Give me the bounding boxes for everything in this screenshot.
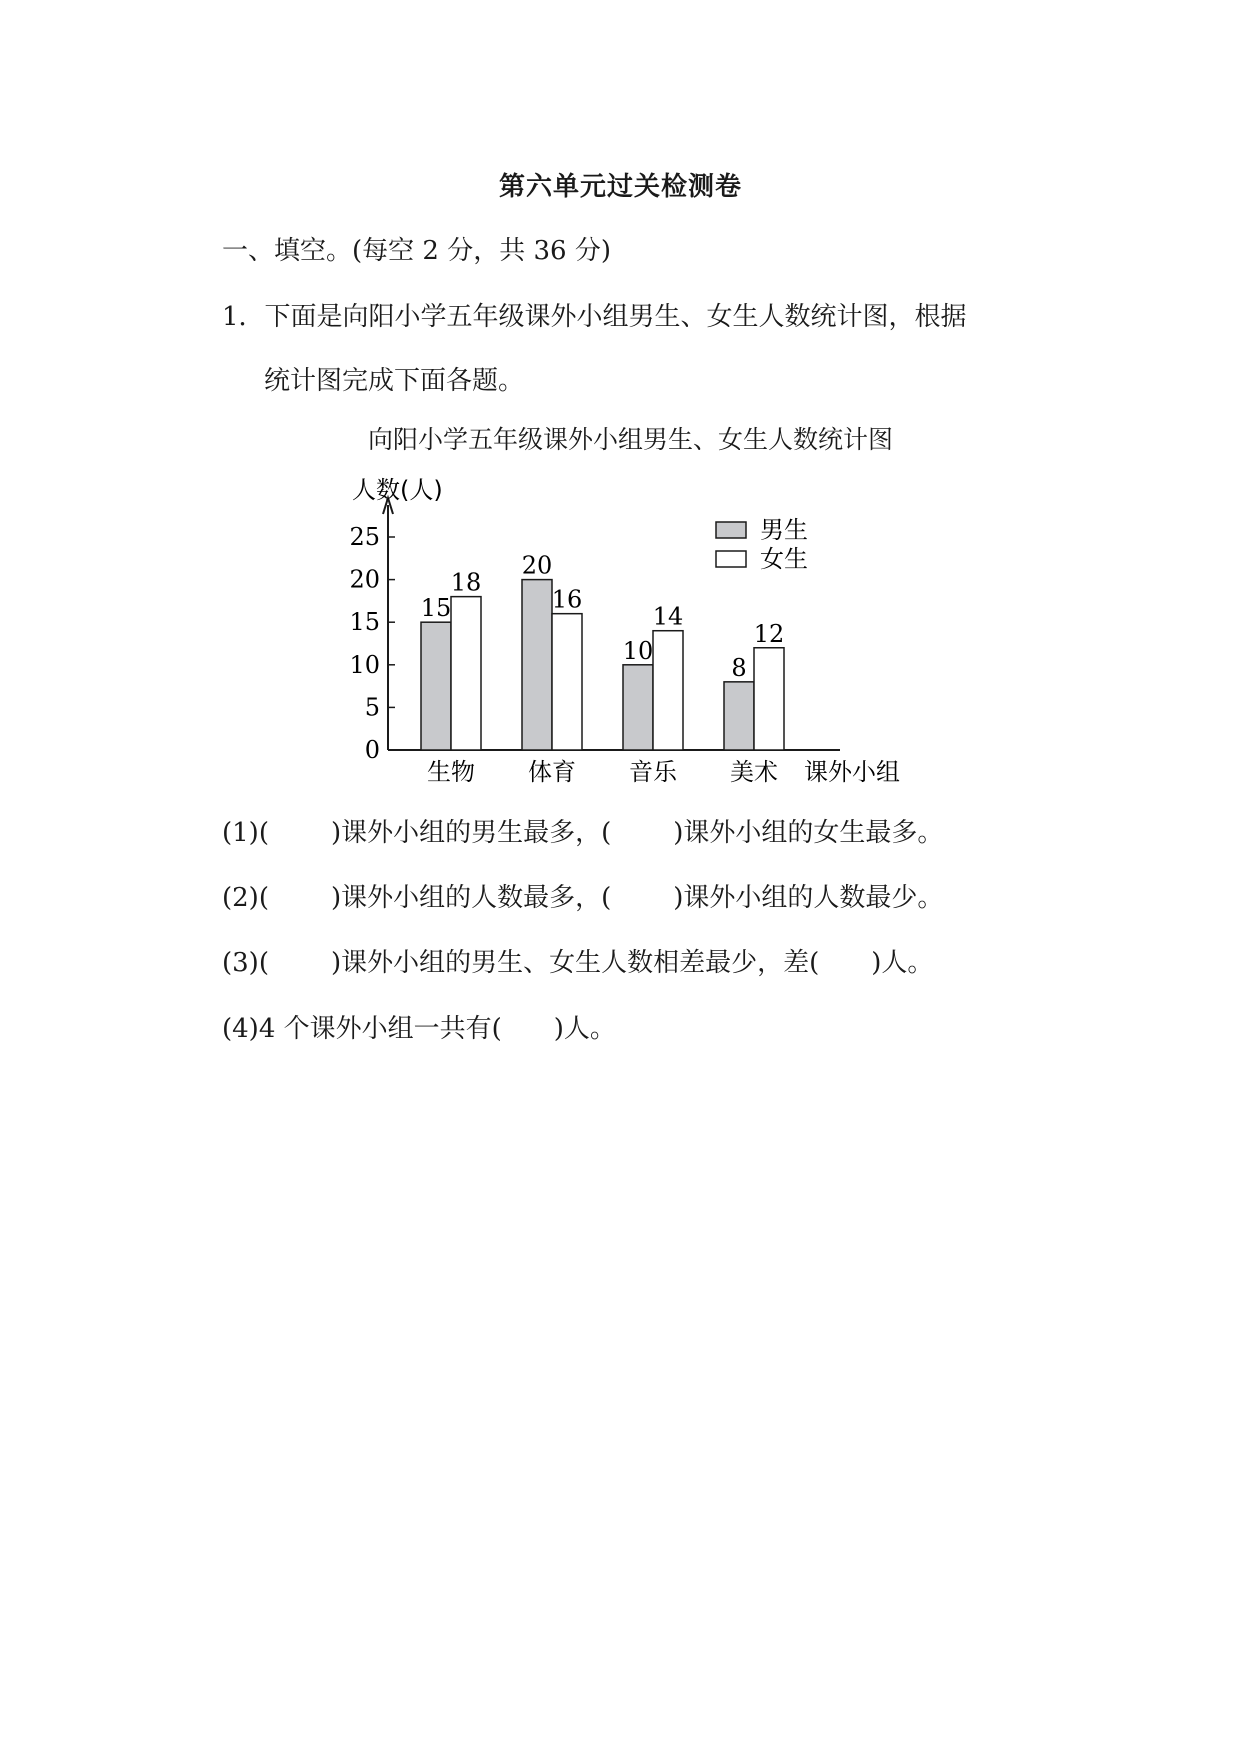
data-label-boys: 8 [731,653,747,682]
legend [716,516,808,573]
y-tick-label: 15 [349,608,380,637]
q3-part-c: )人。 [871,948,934,978]
x-axis-label: 课外小组 [804,758,900,786]
page-title: 第六单元过关检测卷 [498,172,742,202]
data-label-girls: 12 [753,619,785,648]
legend-swatch-girls [716,551,746,567]
q1-part-b: )课外小组的男生最多，( [330,818,612,848]
bar-girls [552,614,582,750]
bar-girls [451,597,481,750]
legend-label-girls: 女生 [760,545,808,573]
y-tick-label: 0 [364,736,380,764]
x-tick-label: 美术 [730,758,778,786]
q4-part-b: )人。 [553,1014,616,1044]
subquestion-3 [222,942,933,979]
q2-part-b: )课外小组的人数最多，( [330,883,612,913]
subquestion-1 [222,812,943,849]
y-axis-label: 人数(人) [352,476,443,504]
subquestion-4 [222,1008,616,1045]
legend-label-boys: 男生 [760,516,808,544]
bar-boys [724,682,754,750]
q2-part-c: )课外小组的人数最少。 [673,883,944,913]
q2-part-a: (2)( [222,883,269,913]
section-heading: 一、填空。(每空 2 分，共 36 分) [222,236,611,266]
y-tick-label: 5 [364,693,380,722]
data-label-girls: 14 [652,602,684,631]
bar-girls [754,648,784,750]
subquestion-2 [222,877,943,914]
bar-chart [0,470,1241,800]
question1-line1: 1．下面是向阳小学五年级课外小组男生、女生人数统计图，根据 [222,302,967,332]
data-label-boys: 10 [622,636,654,665]
data-label-boys: 15 [420,594,452,623]
data-label-boys: 20 [521,551,553,580]
q4-part-a: (4)4 个课外小组一共有( [222,1014,502,1044]
q3-part-a: (3)( [222,948,269,978]
bar-boys [623,665,653,750]
x-tick-label: 音乐 [629,758,677,786]
y-tick-label: 10 [349,650,380,679]
bar-girls [653,631,683,750]
bar-boys [421,622,451,750]
q3-part-b: )课外小组的男生、女生人数相差最少，差( [330,948,820,978]
legend-swatch-boys [716,522,746,538]
question1-line2: 统计图完成下面各题。 [264,366,525,396]
q1-part-c: )课外小组的女生最多。 [673,818,944,848]
y-tick-label: 25 [349,523,380,551]
x-tick-label: 体育 [528,758,576,786]
x-tick-label: 生物 [427,758,475,786]
q1-part-a: (1)( [222,818,269,848]
data-label-girls: 18 [450,568,482,597]
chart-title: 向阳小学五年级课外小组男生、女生人数统计图 [367,425,893,454]
bar-boys [522,580,552,750]
y-tick-label: 20 [349,565,380,594]
data-label-girls: 16 [551,585,583,614]
